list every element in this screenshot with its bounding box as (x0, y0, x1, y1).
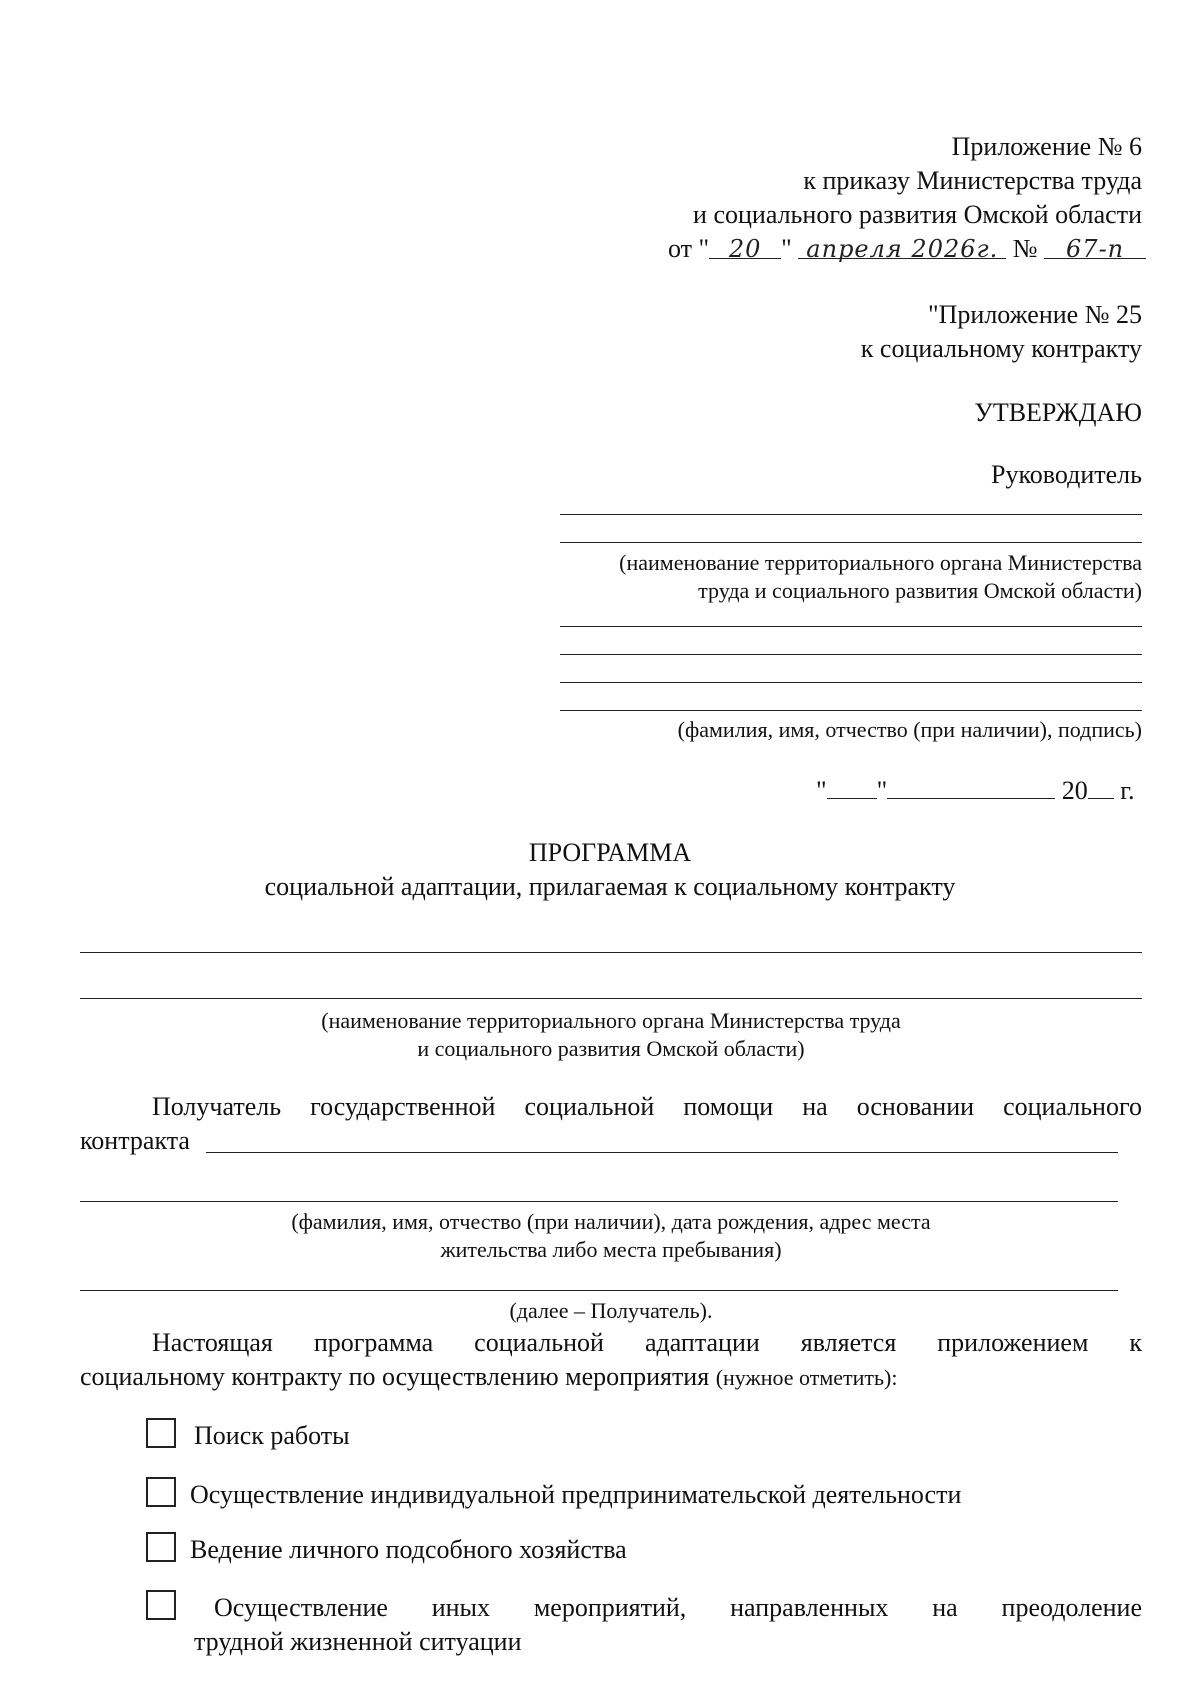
document-subtitle: социальной адаптации, прилагаемая к социальному контракту (264, 872, 956, 901)
header-line-3: и социального развития Омской области (693, 200, 1142, 229)
option-label-household-farming: Ведение личного подсобного хозяйства (190, 1535, 627, 1564)
document-title: ПРОГРАММА (528, 838, 692, 867)
order-number-field (1044, 232, 1146, 263)
date-day-field (709, 232, 781, 263)
recipient-address-line (80, 1290, 1118, 1291)
program-text-2 (80, 1360, 898, 1394)
approver-org-caption-1: (наименование территориального органа Министерства (619, 550, 1142, 575)
date-day: 20 (728, 235, 762, 263)
recipient-name-line-1 (206, 1152, 1118, 1153)
date-prefix: от (668, 234, 693, 263)
appendix-line-1: "Приложение № 25 (928, 300, 1142, 329)
recipient-text-2: контракта (80, 1126, 190, 1155)
approver-title: Руководитель (991, 460, 1142, 489)
program-text-1: Настоящая программа социальной адаптации является приложением к (152, 1328, 1142, 1357)
option-checkbox-entrepreneurship[interactable] (146, 1477, 176, 1507)
number-sign: № (1012, 234, 1038, 263)
org-line-1 (80, 952, 1142, 953)
approver-line-2 (560, 542, 1142, 543)
org-caption-1: (наименование территориального органа Министерства труда (321, 1008, 901, 1033)
approve-heading: УТВЕРЖДАЮ (974, 398, 1142, 427)
date-month-year: апреля 2026г. (806, 235, 999, 263)
header-line-2: к приказу Министерства труда (803, 166, 1142, 195)
recipient-name-line-2 (80, 1201, 1118, 1202)
header-line-1: Приложение № 6 (951, 132, 1142, 161)
approval-year-field (1088, 772, 1114, 799)
recipient-caption-1: (фамилия, имя, отчество (при наличии), дата рождения, адрес места (291, 1209, 931, 1234)
approver-name-caption: (фамилия, имя, отчество (при наличии), подпись) (677, 717, 1142, 742)
option-label-job-search: Поиск работы (194, 1421, 350, 1450)
approval-year-suffix: г. (1120, 776, 1135, 805)
approver-line-1 (560, 514, 1142, 515)
option-checkbox-household-farming[interactable] (146, 1532, 176, 1562)
approval-date-line: " " 20 г. (816, 772, 1146, 808)
org-line-2 (80, 998, 1142, 999)
approver-line-4 (560, 654, 1142, 655)
recipient-caption-2: жительства либо места пребывания) (440, 1237, 782, 1262)
option-checkbox-job-search[interactable] (146, 1418, 176, 1448)
option-checkbox-other-measures[interactable] (146, 1590, 176, 1620)
approver-org-caption-2: труда и социального развития Омской области) (698, 578, 1142, 603)
option-label-other-measures-1: Осуществление иных мероприятий, направленных на преодоление (214, 1593, 1142, 1622)
approver-line-5 (560, 682, 1142, 683)
order-date-line: от " 20 " апреля 2026г. № 67-п (668, 232, 1148, 266)
option-label-entrepreneurship: Осуществление индивидуальной предпринимательской деятельности (190, 1480, 962, 1509)
appendix-line-2: к социальному контракту (860, 334, 1142, 363)
option-label-other-measures-2: трудной жизненной ситуации (194, 1627, 522, 1656)
recipient-text-1: Получатель государственной социальной помощи на основании социального (152, 1092, 1142, 1121)
approval-day-field (827, 772, 877, 799)
approval-year-prefix: 20 (1061, 776, 1088, 805)
program-text-2-main: социальному контракту по осуществлению мероприятия (80, 1362, 710, 1391)
program-note: (нужное отметить): (715, 1365, 898, 1390)
approver-line-3 (560, 626, 1142, 627)
order-number: 67-п (1066, 235, 1125, 263)
recipient-further: (далее – Получатель). (509, 1298, 713, 1323)
date-month-field (798, 232, 1006, 263)
org-caption-2: и социального развития Омской области) (417, 1036, 805, 1061)
approval-month-field (887, 772, 1055, 799)
approver-line-6 (560, 710, 1142, 711)
